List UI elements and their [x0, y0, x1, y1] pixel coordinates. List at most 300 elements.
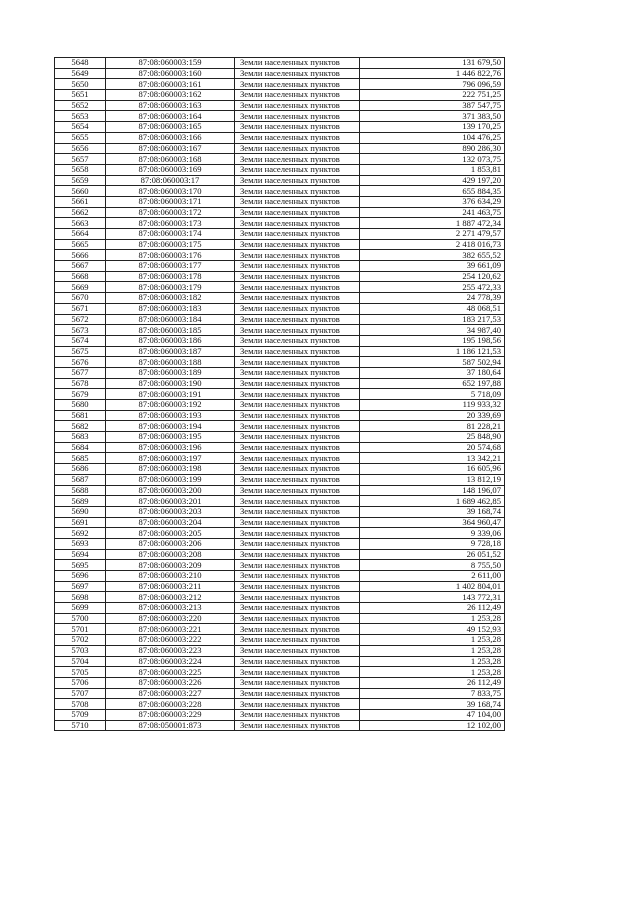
row-number-cell: 5703 — [55, 645, 106, 656]
cadastral-number-cell: 87:08:060003:173 — [106, 218, 235, 229]
land-category-cell: Земли населенных пунктов — [235, 517, 360, 528]
row-number-cell: 5707 — [55, 688, 106, 699]
land-category-cell: Земли населенных пунктов — [235, 560, 360, 571]
land-category-cell: Земли населенных пунктов — [235, 538, 360, 549]
table-row — [55, 496, 505, 507]
cadastral-value-cell: 81 228,21 — [360, 421, 505, 432]
cadastral-number-cell: 87:08:060003:222 — [106, 635, 235, 646]
land-category-cell: Земли населенных пунктов — [235, 207, 360, 218]
cadastral-value-cell: 48 068,51 — [360, 303, 505, 314]
cadastral-number-cell: 87:08:060003:210 — [106, 571, 235, 582]
row-number-cell: 5659 — [55, 175, 106, 186]
row-number-cell: 5696 — [55, 571, 106, 582]
cadastral-value-cell: 7 833,75 — [360, 688, 505, 699]
cadastral-number-cell: 87:08:060003:174 — [106, 229, 235, 240]
table-body — [55, 58, 505, 731]
cadastral-number-cell: 87:08:060003:162 — [106, 90, 235, 101]
land-category-cell: Земли населенных пунктов — [235, 603, 360, 614]
cadastral-value-cell: 1 402 804,01 — [360, 581, 505, 592]
cadastral-value-cell: 254 120,62 — [360, 271, 505, 282]
row-number-cell: 5649 — [55, 68, 106, 79]
row-number-cell: 5688 — [55, 485, 106, 496]
row-number-cell: 5673 — [55, 325, 106, 336]
cadastral-number-cell: 87:08:060003:191 — [106, 389, 235, 400]
cadastral-number-cell: 87:08:060003:188 — [106, 357, 235, 368]
table-row — [55, 143, 505, 154]
cadastral-number-cell: 87:08:060003:184 — [106, 314, 235, 325]
cadastral-number-cell: 87:08:060003:199 — [106, 474, 235, 485]
cadastral-number-cell: 87:08:050001:873 — [106, 720, 235, 731]
land-category-cell: Земли населенных пунктов — [235, 581, 360, 592]
table-row — [55, 538, 505, 549]
row-number-cell: 5700 — [55, 613, 106, 624]
land-category-cell: Земли населенных пунктов — [235, 79, 360, 90]
cadastral-value-cell: 376 634,29 — [360, 196, 505, 207]
table-row — [55, 400, 505, 411]
cadastral-number-cell: 87:08:060003:17 — [106, 175, 235, 186]
cadastral-value-cell: 387 547,75 — [360, 100, 505, 111]
table-row — [55, 464, 505, 475]
cadastral-number-cell: 87:08:060003:208 — [106, 549, 235, 560]
cadastral-value-cell: 20 339,69 — [360, 410, 505, 421]
land-category-cell: Земли населенных пунктов — [235, 571, 360, 582]
row-number-cell: 5680 — [55, 400, 106, 411]
row-number-cell: 5704 — [55, 656, 106, 667]
row-number-cell: 5662 — [55, 207, 106, 218]
table-row — [55, 410, 505, 421]
row-number-cell: 5681 — [55, 410, 106, 421]
table-row — [55, 656, 505, 667]
row-number-cell: 5658 — [55, 164, 106, 175]
row-number-cell: 5694 — [55, 549, 106, 560]
cadastral-number-cell: 87:08:060003:198 — [106, 464, 235, 475]
table-row — [55, 335, 505, 346]
land-category-cell: Земли населенных пунктов — [235, 325, 360, 336]
table-row — [55, 442, 505, 453]
land-category-cell: Земли населенных пунктов — [235, 378, 360, 389]
cadastral-number-cell: 87:08:060003:201 — [106, 496, 235, 507]
land-category-cell: Земли населенных пунктов — [235, 111, 360, 122]
cadastral-number-cell: 87:08:060003:196 — [106, 442, 235, 453]
row-number-cell: 5683 — [55, 432, 106, 443]
row-number-cell: 5656 — [55, 143, 106, 154]
table-row — [55, 549, 505, 560]
land-category-cell: Земли населенных пунктов — [235, 196, 360, 207]
cadastral-value-cell: 139 170,25 — [360, 122, 505, 133]
table-row — [55, 282, 505, 293]
row-number-cell: 5684 — [55, 442, 106, 453]
row-number-cell: 5671 — [55, 303, 106, 314]
table-row — [55, 624, 505, 635]
row-number-cell: 5699 — [55, 603, 106, 614]
cadastral-value-cell: 183 217,53 — [360, 314, 505, 325]
land-category-cell: Земли населенных пунктов — [235, 218, 360, 229]
land-category-cell: Земли населенных пунктов — [235, 314, 360, 325]
land-category-cell: Земли населенных пунктов — [235, 367, 360, 378]
land-category-cell: Земли населенных пунктов — [235, 143, 360, 154]
cadastral-value-cell: 2 418 016,73 — [360, 239, 505, 250]
row-number-cell: 5701 — [55, 624, 106, 635]
cadastral-number-cell: 87:08:060003:189 — [106, 367, 235, 378]
land-category-cell: Земли населенных пунктов — [235, 357, 360, 368]
cadastral-value-cell: 47 104,00 — [360, 709, 505, 720]
land-category-cell: Земли населенных пунктов — [235, 100, 360, 111]
cadastral-number-cell: 87:08:060003:229 — [106, 709, 235, 720]
land-category-cell: Земли населенных пунктов — [235, 720, 360, 731]
row-number-cell: 5697 — [55, 581, 106, 592]
row-number-cell: 5672 — [55, 314, 106, 325]
table-row — [55, 485, 505, 496]
row-number-cell: 5698 — [55, 592, 106, 603]
cadastral-number-cell: 87:08:060003:223 — [106, 645, 235, 656]
land-category-cell: Земли населенных пунктов — [235, 410, 360, 421]
table-row — [55, 314, 505, 325]
table-row — [55, 261, 505, 272]
cadastral-number-cell: 87:08:060003:213 — [106, 603, 235, 614]
cadastral-number-cell: 87:08:060003:170 — [106, 186, 235, 197]
cadastral-value-cell: 241 463,75 — [360, 207, 505, 218]
cadastral-value-table — [54, 57, 505, 731]
land-category-cell: Земли населенных пунктов — [235, 688, 360, 699]
table-row — [55, 378, 505, 389]
land-category-cell: Земли населенных пунктов — [235, 667, 360, 678]
table-row — [55, 207, 505, 218]
cadastral-number-cell: 87:08:060003:220 — [106, 613, 235, 624]
land-category-cell: Земли населенных пунктов — [235, 656, 360, 667]
land-category-cell: Земли населенных пунктов — [235, 474, 360, 485]
table-row — [55, 603, 505, 614]
cadastral-value-cell: 2 611,00 — [360, 571, 505, 582]
cadastral-number-cell: 87:08:060003:166 — [106, 132, 235, 143]
cadastral-value-cell: 655 884,35 — [360, 186, 505, 197]
cadastral-number-cell: 87:08:060003:190 — [106, 378, 235, 389]
cadastral-number-cell: 87:08:060003:211 — [106, 581, 235, 592]
cadastral-number-cell: 87:08:060003:224 — [106, 656, 235, 667]
row-number-cell: 5708 — [55, 699, 106, 710]
land-category-cell: Земли населенных пунктов — [235, 335, 360, 346]
land-category-cell: Земли населенных пунктов — [235, 464, 360, 475]
land-category-cell: Земли населенных пунктов — [235, 613, 360, 624]
cadastral-number-cell: 87:08:060003:163 — [106, 100, 235, 111]
cadastral-value-cell: 587 502,94 — [360, 357, 505, 368]
cadastral-value-cell: 1 689 462,85 — [360, 496, 505, 507]
table-row — [55, 186, 505, 197]
cadastral-value-cell: 1 253,28 — [360, 667, 505, 678]
land-category-cell: Земли населенных пунктов — [235, 58, 360, 69]
land-category-cell: Земли населенных пунктов — [235, 293, 360, 304]
land-category-cell: Земли населенных пунктов — [235, 442, 360, 453]
row-number-cell: 5686 — [55, 464, 106, 475]
row-number-cell: 5666 — [55, 250, 106, 261]
table-row — [55, 58, 505, 69]
table-row — [55, 250, 505, 261]
land-category-cell: Земли населенных пунктов — [235, 506, 360, 517]
cadastral-value-cell: 382 655,52 — [360, 250, 505, 261]
cadastral-value-cell: 13 812,19 — [360, 474, 505, 485]
cadastral-value-cell: 12 102,00 — [360, 720, 505, 731]
row-number-cell: 5653 — [55, 111, 106, 122]
row-number-cell: 5655 — [55, 132, 106, 143]
land-category-cell: Земли населенных пунктов — [235, 400, 360, 411]
row-number-cell: 5682 — [55, 421, 106, 432]
cadastral-number-cell: 87:08:060003:186 — [106, 335, 235, 346]
row-number-cell: 5664 — [55, 229, 106, 240]
cadastral-value-cell: 148 196,07 — [360, 485, 505, 496]
land-category-cell: Земли населенных пунктов — [235, 175, 360, 186]
row-number-cell: 5657 — [55, 154, 106, 165]
cadastral-value-cell: 2 271 479,57 — [360, 229, 505, 240]
row-number-cell: 5705 — [55, 667, 106, 678]
cadastral-value-cell: 429 197,20 — [360, 175, 505, 186]
cadastral-value-cell: 119 933,32 — [360, 400, 505, 411]
cadastral-value-cell: 652 197,88 — [360, 378, 505, 389]
cadastral-value-cell: 1 887 472,34 — [360, 218, 505, 229]
land-category-cell: Земли населенных пунктов — [235, 186, 360, 197]
cadastral-number-cell: 87:08:060003:159 — [106, 58, 235, 69]
cadastral-value-cell: 131 679,50 — [360, 58, 505, 69]
cadastral-number-cell: 87:08:060003:227 — [106, 688, 235, 699]
cadastral-number-cell: 87:08:060003:185 — [106, 325, 235, 336]
table-row — [55, 645, 505, 656]
cadastral-value-cell: 25 848,90 — [360, 432, 505, 443]
table-row — [55, 346, 505, 357]
cadastral-number-cell: 87:08:060003:225 — [106, 667, 235, 678]
table-row — [55, 132, 505, 143]
table-row — [55, 453, 505, 464]
land-category-cell: Земли населенных пунктов — [235, 271, 360, 282]
row-number-cell: 5685 — [55, 453, 106, 464]
table-row — [55, 154, 505, 165]
cadastral-number-cell: 87:08:060003:176 — [106, 250, 235, 261]
cadastral-value-cell: 8 755,50 — [360, 560, 505, 571]
cadastral-value-cell: 1 253,28 — [360, 613, 505, 624]
land-category-cell: Земли населенных пунктов — [235, 132, 360, 143]
row-number-cell: 5665 — [55, 239, 106, 250]
land-category-cell: Земли населенных пунктов — [235, 432, 360, 443]
table-row — [55, 720, 505, 731]
cadastral-number-cell: 87:08:060003:168 — [106, 154, 235, 165]
cadastral-number-cell: 87:08:060003:203 — [106, 506, 235, 517]
cadastral-number-cell: 87:08:060003:169 — [106, 164, 235, 175]
cadastral-number-cell: 87:08:060003:171 — [106, 196, 235, 207]
table-row — [55, 196, 505, 207]
cadastral-number-cell: 87:08:060003:164 — [106, 111, 235, 122]
land-category-cell: Земли населенных пунктов — [235, 90, 360, 101]
cadastral-value-cell: 26 112,49 — [360, 677, 505, 688]
cadastral-number-cell: 87:08:060003:212 — [106, 592, 235, 603]
row-number-cell: 5668 — [55, 271, 106, 282]
row-number-cell: 5689 — [55, 496, 106, 507]
row-number-cell: 5652 — [55, 100, 106, 111]
cadastral-number-cell: 87:08:060003:175 — [106, 239, 235, 250]
land-category-cell: Земли населенных пунктов — [235, 282, 360, 293]
land-category-cell: Земли населенных пунктов — [235, 453, 360, 464]
cadastral-value-cell: 222 751,25 — [360, 90, 505, 101]
cadastral-value-cell: 1 253,28 — [360, 656, 505, 667]
table-row — [55, 90, 505, 101]
cadastral-number-cell: 87:08:060003:167 — [106, 143, 235, 154]
table-row — [55, 432, 505, 443]
table-row — [55, 164, 505, 175]
land-category-cell: Земли населенных пунктов — [235, 485, 360, 496]
land-category-cell: Земли населенных пунктов — [235, 496, 360, 507]
row-number-cell: 5692 — [55, 528, 106, 539]
table-row — [55, 100, 505, 111]
cadastral-number-cell: 87:08:060003:194 — [106, 421, 235, 432]
table-row — [55, 325, 505, 336]
table-row — [55, 68, 505, 79]
cadastral-number-cell: 87:08:060003:193 — [106, 410, 235, 421]
cadastral-number-cell: 87:08:060003:200 — [106, 485, 235, 496]
cadastral-number-cell: 87:08:060003:197 — [106, 453, 235, 464]
table-row — [55, 709, 505, 720]
land-category-cell: Земли населенных пунктов — [235, 346, 360, 357]
row-number-cell: 5690 — [55, 506, 106, 517]
land-category-cell: Земли населенных пунктов — [235, 239, 360, 250]
land-category-cell: Земли населенных пунктов — [235, 68, 360, 79]
table-row — [55, 271, 505, 282]
cadastral-number-cell: 87:08:060003:228 — [106, 699, 235, 710]
cadastral-value-cell: 39 168,74 — [360, 506, 505, 517]
cadastral-value-cell: 39 661,09 — [360, 261, 505, 272]
land-category-cell: Земли населенных пунктов — [235, 421, 360, 432]
cadastral-value-cell: 195 198,56 — [360, 335, 505, 346]
land-category-cell: Земли населенных пунктов — [235, 699, 360, 710]
row-number-cell: 5651 — [55, 90, 106, 101]
table-row — [55, 357, 505, 368]
row-number-cell: 5676 — [55, 357, 106, 368]
table-row — [55, 677, 505, 688]
cadastral-number-cell: 87:08:060003:160 — [106, 68, 235, 79]
cadastral-number-cell: 87:08:060003:182 — [106, 293, 235, 304]
table-row — [55, 111, 505, 122]
cadastral-value-cell: 9 339,06 — [360, 528, 505, 539]
land-category-cell: Земли населенных пунктов — [235, 677, 360, 688]
cadastral-value-cell: 5 718,09 — [360, 389, 505, 400]
row-number-cell: 5693 — [55, 538, 106, 549]
cadastral-value-cell: 26 112,49 — [360, 603, 505, 614]
row-number-cell: 5695 — [55, 560, 106, 571]
table-row — [55, 528, 505, 539]
cadastral-value-cell: 26 051,52 — [360, 549, 505, 560]
cadastral-value-cell: 255 472,33 — [360, 282, 505, 293]
row-number-cell: 5648 — [55, 58, 106, 69]
cadastral-number-cell: 87:08:060003:187 — [106, 346, 235, 357]
row-number-cell: 5709 — [55, 709, 106, 720]
cadastral-value-cell: 37 180,64 — [360, 367, 505, 378]
table-row — [55, 367, 505, 378]
cadastral-value-cell: 16 605,96 — [360, 464, 505, 475]
land-category-cell: Земли населенных пунктов — [235, 549, 360, 560]
table-row — [55, 506, 505, 517]
table-row — [55, 229, 505, 240]
cadastral-number-cell: 87:08:060003:195 — [106, 432, 235, 443]
table-row — [55, 592, 505, 603]
cadastral-number-cell: 87:08:060003:183 — [106, 303, 235, 314]
cadastral-number-cell: 87:08:060003:205 — [106, 528, 235, 539]
row-number-cell: 5679 — [55, 389, 106, 400]
table-row — [55, 239, 505, 250]
row-number-cell: 5667 — [55, 261, 106, 272]
table-row — [55, 571, 505, 582]
row-number-cell: 5675 — [55, 346, 106, 357]
table-row — [55, 79, 505, 90]
land-category-cell: Земли населенных пунктов — [235, 164, 360, 175]
table-row — [55, 667, 505, 678]
cadastral-number-cell: 87:08:060003:172 — [106, 207, 235, 218]
land-category-cell: Земли населенных пунктов — [235, 261, 360, 272]
cadastral-number-cell: 87:08:060003:178 — [106, 271, 235, 282]
row-number-cell: 5669 — [55, 282, 106, 293]
row-number-cell: 5674 — [55, 335, 106, 346]
row-number-cell: 5660 — [55, 186, 106, 197]
cadastral-value-cell: 1 186 121,53 — [360, 346, 505, 357]
land-category-cell: Земли населенных пунктов — [235, 592, 360, 603]
land-category-cell: Земли населенных пунктов — [235, 645, 360, 656]
table-row — [55, 613, 505, 624]
table-row — [55, 218, 505, 229]
row-number-cell: 5663 — [55, 218, 106, 229]
land-category-cell: Земли населенных пунктов — [235, 635, 360, 646]
table-row — [55, 635, 505, 646]
row-number-cell: 5687 — [55, 474, 106, 485]
cadastral-value-cell: 49 152,93 — [360, 624, 505, 635]
table-row — [55, 699, 505, 710]
cadastral-number-cell: 87:08:060003:177 — [106, 261, 235, 272]
row-number-cell: 5650 — [55, 79, 106, 90]
row-number-cell: 5654 — [55, 122, 106, 133]
cadastral-value-cell: 1 446 822,76 — [360, 68, 505, 79]
cadastral-value-cell: 371 383,50 — [360, 111, 505, 122]
cadastral-number-cell: 87:08:060003:209 — [106, 560, 235, 571]
cadastral-number-cell: 87:08:060003:161 — [106, 79, 235, 90]
table-row — [55, 517, 505, 528]
row-number-cell: 5706 — [55, 677, 106, 688]
cadastral-value-cell: 796 096,59 — [360, 79, 505, 90]
row-number-cell: 5678 — [55, 378, 106, 389]
table-row — [55, 581, 505, 592]
row-number-cell: 5661 — [55, 196, 106, 207]
cadastral-number-cell: 87:08:060003:179 — [106, 282, 235, 293]
land-category-cell: Земли населенных пунктов — [235, 303, 360, 314]
land-category-cell: Земли населенных пунктов — [235, 122, 360, 133]
row-number-cell: 5702 — [55, 635, 106, 646]
cadastral-value-cell: 20 574,68 — [360, 442, 505, 453]
land-category-cell: Земли населенных пунктов — [235, 624, 360, 635]
row-number-cell: 5670 — [55, 293, 106, 304]
land-category-cell: Земли населенных пунктов — [235, 389, 360, 400]
cadastral-number-cell: 87:08:060003:204 — [106, 517, 235, 528]
table-row — [55, 389, 505, 400]
table-row — [55, 688, 505, 699]
cadastral-value-cell: 890 286,30 — [360, 143, 505, 154]
row-number-cell: 5691 — [55, 517, 106, 528]
row-number-cell: 5710 — [55, 720, 106, 731]
cadastral-value-cell: 34 987,40 — [360, 325, 505, 336]
cadastral-value-cell: 39 168,74 — [360, 699, 505, 710]
cadastral-value-cell: 1 853,81 — [360, 164, 505, 175]
cadastral-value-cell: 132 073,75 — [360, 154, 505, 165]
table-row — [55, 303, 505, 314]
table-row — [55, 560, 505, 571]
cadastral-value-cell: 1 253,28 — [360, 635, 505, 646]
land-category-cell: Земли населенных пунктов — [235, 229, 360, 240]
cadastral-number-cell: 87:08:060003:206 — [106, 538, 235, 549]
cadastral-value-cell: 1 253,28 — [360, 645, 505, 656]
table-row — [55, 474, 505, 485]
cadastral-value-cell: 143 772,31 — [360, 592, 505, 603]
table-row — [55, 293, 505, 304]
